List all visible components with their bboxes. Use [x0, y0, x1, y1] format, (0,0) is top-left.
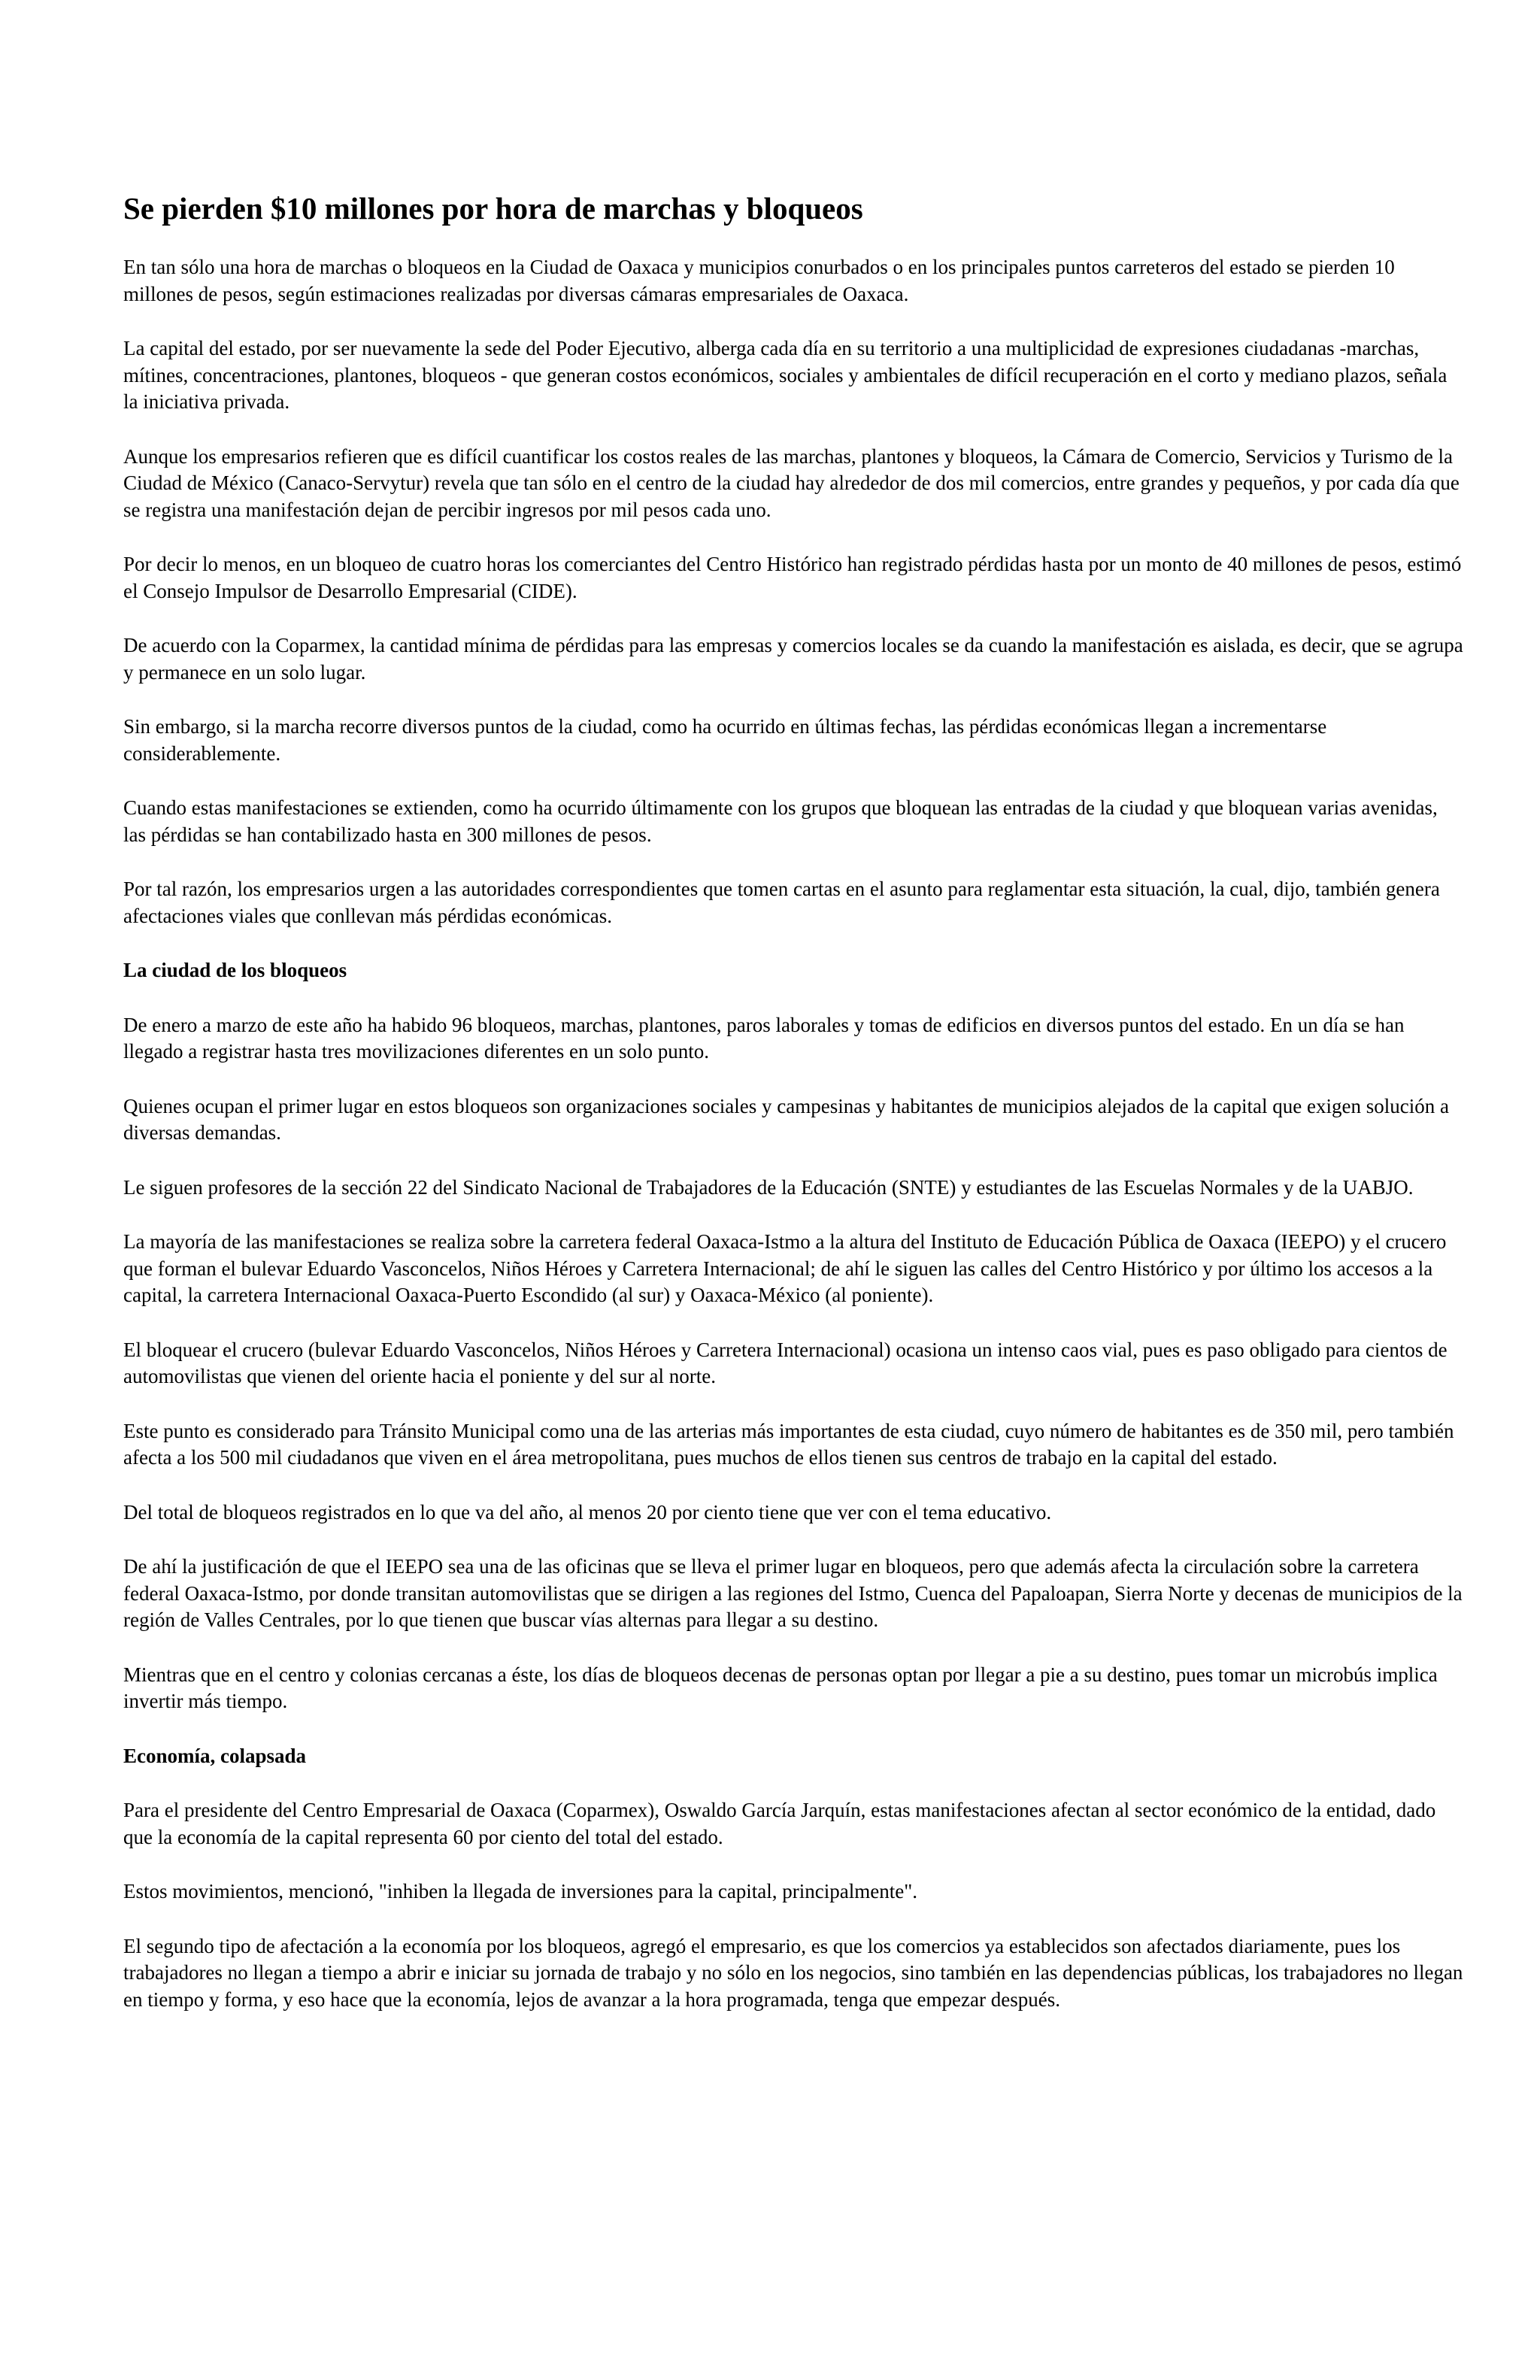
paragraph: De ahí la justificación de que el IEEPO sea una de las oficinas que se lleva el primer lugar en bloqueos, pero que además afecta la circulación sobre la carretera federal Oaxaca-Istmo, por donde transitan automovilistas que se dirigen a las regiones del Istmo, Cuenca del Papaloapan, Sierra Norte y decenas de municipios de la región de Valles Centrales, por lo que tienen que buscar vías alternas para llegar a su destino.: [123, 1555, 1463, 1631]
paragraph: Mientras que en el centro y colonias cercanas a éste, los días de bloqueos decenas de personas optan por llegar a pie a su destino, pues tomar un microbús implica invertir más tiempo.: [123, 1663, 1438, 1712]
paragraph: Para el presidente del Centro Empresarial de Oaxaca (Coparmex), Oswaldo García Jarquín, estas manifestaciones afectan al sector económico de la entidad, dado que la economía de la capital representa 60 por ciento del total del estado.: [123, 1799, 1436, 1848]
paragraph: Cuando estas manifestaciones se extienden, como ha ocurrido últimamente con los grupos que bloquean las entradas de la ciudad y que bloquean varias avenidas, las pérdidas se han contabilizado hasta en 300 millones de pesos.: [123, 796, 1438, 846]
paragraph: La capital del estado, por ser nuevamente la sede del Poder Ejecutivo, alberga cada día en su territorio a una multiplicidad de expresiones ciudadanas -marchas, mítines, concentraciones, plantones, bloqueos - que generan costos económicos, sociales y ambientales de difícil recuperación en el corto y mediano plazos, señala la iniciativa privada.: [123, 337, 1448, 413]
paragraph: Este punto es considerado para Tránsito Municipal como una de las arterias más importantes de esta ciudad, cuyo número de habitantes es de 350 mil, pero también afecta a los 500 mil ciudadanos que viven en el área metropolitana, pues muchos de ellos tienen sus centros de trabajo en la capital del estado.: [123, 1419, 1454, 1469]
section-heading: La ciudad de los bloqueos: [123, 959, 347, 981]
paragraph: Estos movimientos, mencionó, "inhiben la llegada de inversiones para la capital, principalmente".: [123, 1880, 917, 1902]
paragraph: Aunque los empresarios refieren que es difícil cuantificar los costos reales de las marchas, plantones y bloqueos, la Cámara de Comercio, Servicios y Turismo de la Ciudad de México (Canaco-Servytur) revela que tan sólo en el centro de la ciudad hay alrededor de dos mil comercios, entre grandes y pequeños, y por cada día que se registra una manifestación dejan de percibir ingresos por mil pesos cada uno.: [123, 444, 1460, 521]
paragraph: Sin embargo, si la marcha recorre diversos puntos de la ciudad, como ha ocurrido en últimas fechas, las pérdidas económicas llegan a incrementarse considerablemente.: [123, 715, 1327, 765]
section-heading: Economía, colapsada: [123, 1744, 307, 1767]
paragraph: Por tal razón, los empresarios urgen a las autoridades correspondientes que tomen cartas en el asunto para reglamentar esta situación, la cual, dijo, también genera afectaciones viales que conllevan más pérdidas económicas.: [123, 878, 1440, 927]
article: [123, 188, 1465, 2041]
article-title: Se pierden $10 millones por hora de marchas y bloqueos: [123, 191, 863, 226]
paragraph: El bloquear el crucero (bulevar Eduardo Vasconcelos, Niños Héroes y Carretera Internacional) ocasiona un intenso caos vial, pues es paso obligado para cientos de automovilistas que vienen del oriente hacia el poniente y del sur al norte.: [123, 1338, 1448, 1387]
paragraph: Le siguen profesores de la sección 22 del Sindicato Nacional de Trabajadores de la Educación (SNTE) y estudiantes de las Escuelas Normales y de la UABJO.: [123, 1175, 1414, 1199]
paragraph: De enero a marzo de este año ha habido 96 bloqueos, marchas, plantones, paros laborales y tomas de edificios en diversos puntos del estado. En un día se han llegado a registrar hasta tres movilizaciones diferentes en un solo punto.: [123, 1013, 1405, 1063]
paragraph: En tan sólo una hora de marchas o bloqueos en la Ciudad de Oaxaca y municipios conurbados o en los principales puntos carreteros del estado se pierden 10 millones de pesos, según estimaciones realizadas por diversas cámaras empresariales de Oaxaca.: [123, 256, 1395, 305]
paragraph: El segundo tipo de afectación a la economía por los bloqueos, agregó el empresario, es que los comercios ya establecidos son afectados diariamente, pues los trabajadores no llegan a tiempo a abrir e iniciar su jornada de trabajo y no sólo en los negocios, sino también en las dependencias públicas, los trabajadores no llegan en tiempo y forma, y eso hace que la economía, lejos de avanzar a la hora programada, tenga que empezar después.: [123, 1934, 1463, 2011]
article-body: [123, 254, 1465, 2013]
paragraph: Por decir lo menos, en un bloqueo de cuatro horas los comerciantes del Centro Histórico han registrado pérdidas hasta por un monto de 40 millones de pesos, estimó el Consejo Impulsor de Desarrollo Empresarial (CIDE).: [123, 553, 1462, 602]
paragraph: De acuerdo con la Coparmex, la cantidad mínima de pérdidas para las empresas y comercios locales se da cuando la manifestación es aislada, es decir, que se agrupa y permanece en un solo lugar.: [123, 634, 1463, 684]
paragraph: Del total de bloqueos registrados en lo que va del año, al menos 20 por ciento tiene que ver con el tema educativo.: [123, 1500, 1052, 1524]
paragraph: Quienes ocupan el primer lugar en estos bloqueos son organizaciones sociales y campesinas y habitantes de municipios alejados de la capital que exigen solución a diversas demandas.: [123, 1094, 1449, 1144]
paragraph: La mayoría de las manifestaciones se realiza sobre la carretera federal Oaxaca-Istmo a la altura del Instituto de Educación Pública de Oaxaca (IEEPO) y el crucero que forman el bulevar Eduardo Vasconcelos, Niños Héroes y Carretera Internacional; de ahí le siguen las calles del Centro Histórico y por último los accesos a la capital, la carretera Internacional Oaxaca-Puerto Escondido (al sur) y Oaxaca-México (al poniente).: [123, 1230, 1447, 1306]
